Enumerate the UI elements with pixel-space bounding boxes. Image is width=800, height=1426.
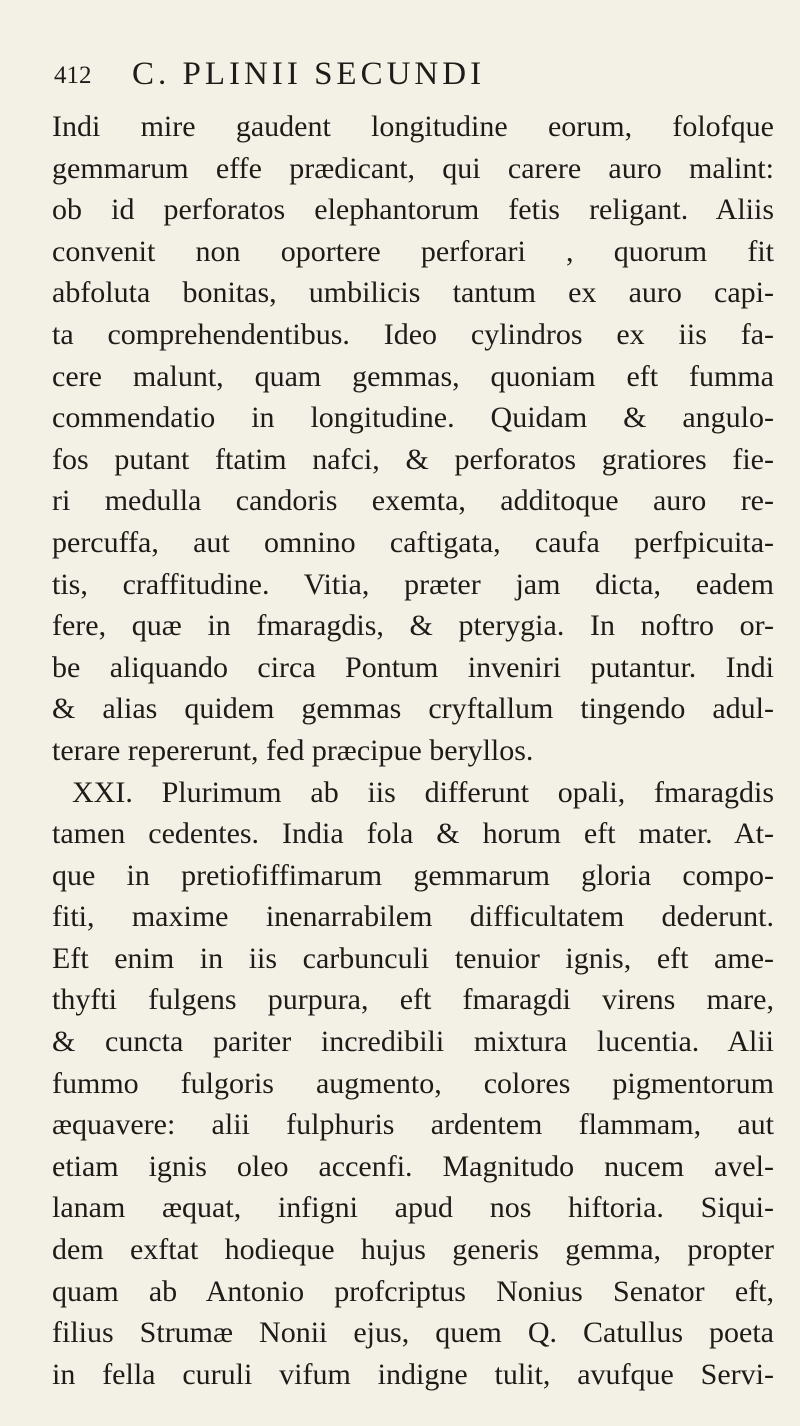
text-line: æquavere: alii fulphuris ardentem flammam, aut	[52, 1108, 774, 1142]
text-line: lanam æquat, infigni apud nos hiftoria. Siqui-	[52, 1191, 774, 1225]
text-line: que in pretiofiffimarum gemmarum gloria compo-	[52, 858, 774, 892]
text-line: & alias quidem gemmas cryftallum tingendo adul-	[52, 692, 774, 726]
text-line: fummo fulgoris augmento, colores pigmentorum	[52, 1066, 774, 1100]
text-line: ta comprehendentibus. Ideo cylindros ex iis fa-	[52, 317, 774, 351]
text-line: ob id perforatos elephantorum fetis religant. Aliis	[52, 193, 774, 227]
text-line: quam ab Antonio profcriptus Nonius Senator eft,	[52, 1274, 774, 1308]
text-line: abfoluta bonitas, umbilicis tantum ex auro capi-	[52, 276, 774, 310]
section-start-line: XXI. Plurimum ab iis differunt opali, fmaragdis	[72, 775, 774, 809]
running-title: C. PLINII SECUNDI	[132, 56, 486, 92]
text-line: cere malunt, quam gemmas, quoniam eft fumma	[52, 359, 774, 393]
text-line: Eft enim in iis carbunculi tenuior ignis, eft ame-	[52, 941, 774, 975]
text-line: terare repererunt, fed præcipue beryllos.	[52, 733, 534, 767]
text-line: percuffa, aut omnino caftigata, caufa perfpicuita-	[52, 525, 774, 559]
text-line: tamen cedentes. India fola & horum eft mater. At-	[52, 817, 774, 851]
text-line: & cuncta pariter incredibili mixtura lucentia. Alii	[52, 1025, 774, 1059]
text-line: filius Strumæ Nonii ejus, quem Q. Catullus poeta	[52, 1316, 774, 1350]
text-line: be aliquando circa Pontum inveniri putantur. Indi	[52, 650, 774, 684]
text-line: gemmarum effe prædicant, qui carere auro malint:	[52, 151, 774, 185]
body-text	[52, 106, 774, 1395]
text-line: in fella curuli vifum indigne tulit, avufque Servi-	[52, 1357, 774, 1391]
text-line: fos putant ftatim nafci, & perforatos gratiores fie-	[52, 442, 774, 476]
text-line: commendatio in longitudine. Quidam & angulo-	[52, 401, 774, 435]
text-line: etiam ignis oleo accenfi. Magnitudo nucem avel-	[52, 1149, 774, 1183]
text-line: dem exftat hodieque hujus generis gemma, propter	[52, 1233, 774, 1267]
text-line: Indi mire gaudent longitudine eorum, folofque	[52, 110, 774, 143]
running-head	[54, 56, 754, 96]
text-line: ri medulla candoris exemta, additoque auro re-	[52, 484, 774, 518]
text-line: thyfti fulgens purpura, eft fmaragdi virens mare,	[52, 983, 774, 1017]
text-line: fiti, maxime inenarrabilem difficultatem dederunt.	[52, 900, 774, 934]
text-line: tis, craffitudine. Vitia, præter jam dicta, eadem	[52, 567, 774, 601]
page-number: 412	[54, 62, 92, 89]
text-line: convenit non oportere perforari , quorum fit	[52, 234, 774, 268]
text-line: fere, quæ in fmaragdis, & pterygia. In noftro or-	[52, 609, 774, 643]
